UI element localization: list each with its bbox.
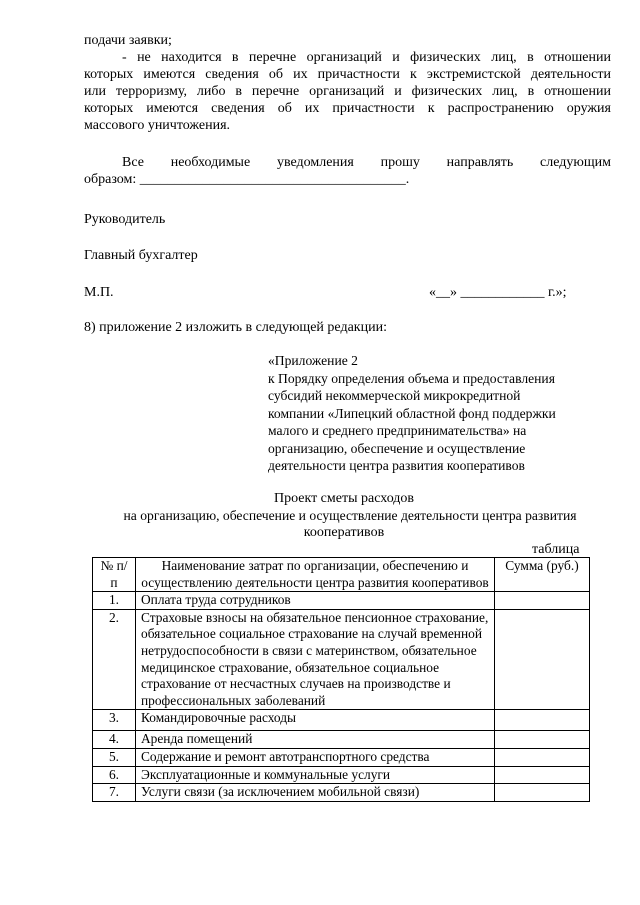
text-line: массового уничтожения. [84, 118, 231, 133]
table-row [93, 748, 590, 766]
row-name: Содержание и ремонт автотранспортного средства [136, 748, 495, 766]
table-row [93, 731, 590, 749]
row-name: Аренда помещений [136, 731, 495, 749]
appendix-line: «Приложение 2 [268, 353, 358, 368]
appendix-line: компании «Липецкий областной фонд поддержки [268, 405, 556, 421]
row-num: 5. [93, 748, 136, 766]
row-name: Страховые взносы на обязательное пенсионное страхование, обязательное социальное страхование на случай временной нетрудоспособности в связи с материнством, обязательное медицинское страхование, обязательное социальное страхование от несчастных случаев на производстве и профессиональных заболеваний [136, 609, 495, 710]
row-sum [495, 766, 590, 784]
estimate-table [92, 557, 590, 802]
header-sum: Сумма (руб.) [495, 558, 590, 592]
amendment-text: 8) приложение 2 изложить в следующей редакции: [84, 320, 387, 335]
notice-line: Все необходимые уведомления прошу направлять следующим [122, 155, 611, 170]
header-num: № п/п [93, 558, 136, 592]
table-row [93, 710, 590, 731]
table-header-row [93, 558, 590, 592]
date-field: «__» ____________ г.»; [429, 285, 567, 300]
text-line: подачи заявки; [84, 33, 172, 48]
appendix-line: организацию, обеспечение и осуществление [268, 440, 526, 456]
text-line: которых имеются сведения об их причастности к экстремистской деятельности [84, 67, 611, 82]
appendix-line: деятельности центра развития кооперативов [268, 458, 525, 473]
row-sum [495, 710, 590, 731]
row-num: 2. [93, 609, 136, 710]
appendix-line: к Порядку определения объема и предоставления [268, 370, 555, 386]
accountant-signature-label: Главный бухгалтер [84, 248, 198, 263]
row-sum [495, 748, 590, 766]
table-row [93, 784, 590, 802]
notice-line: образом: ______________________________________. [84, 172, 410, 187]
text-line: - не находится в перечне организаций и физических лиц, в отношении [122, 50, 611, 65]
row-sum [495, 609, 590, 710]
document-subtitle: на организацию, обеспечение и осуществление деятельности центра развития [123, 508, 577, 523]
document-subtitle: кооперативов [303, 525, 385, 540]
row-sum [495, 784, 590, 802]
row-sum [495, 731, 590, 749]
row-num: 3. [93, 710, 136, 731]
appendix-line: малого и среднего предпринимательства» на [268, 423, 527, 438]
header-name: Наименование затрат по организации, обеспечению и осуществлению деятельности центра развития кооперативов [136, 558, 495, 592]
row-sum [495, 592, 590, 610]
head-signature-label: Руководитель [84, 212, 166, 227]
table-row [93, 592, 590, 610]
row-num: 6. [93, 766, 136, 784]
row-num: 7. [93, 784, 136, 802]
appendix-line: субсидий некоммерческой микрокредитной [268, 388, 521, 403]
row-name: Услуги связи (за исключением мобильной связи) [136, 784, 495, 802]
table-row [93, 609, 590, 710]
table-caption: таблица [532, 542, 580, 557]
document-title: Проект сметы расходов [273, 491, 415, 506]
row-name: Оплата труда сотрудников [136, 592, 495, 610]
text-line: или терроризму, либо в перечне организаций и физических лиц, в отношении [84, 84, 611, 99]
row-num: 4. [93, 731, 136, 749]
table-row [93, 766, 590, 784]
row-name: Командировочные расходы [136, 710, 495, 731]
stamp-label: М.П. [84, 285, 114, 300]
row-name: Эксплуатационные и коммунальные услуги [136, 766, 495, 784]
text-line: которых имеются сведения об их причастности к распространению оружия [84, 101, 611, 116]
row-num: 1. [93, 592, 136, 610]
